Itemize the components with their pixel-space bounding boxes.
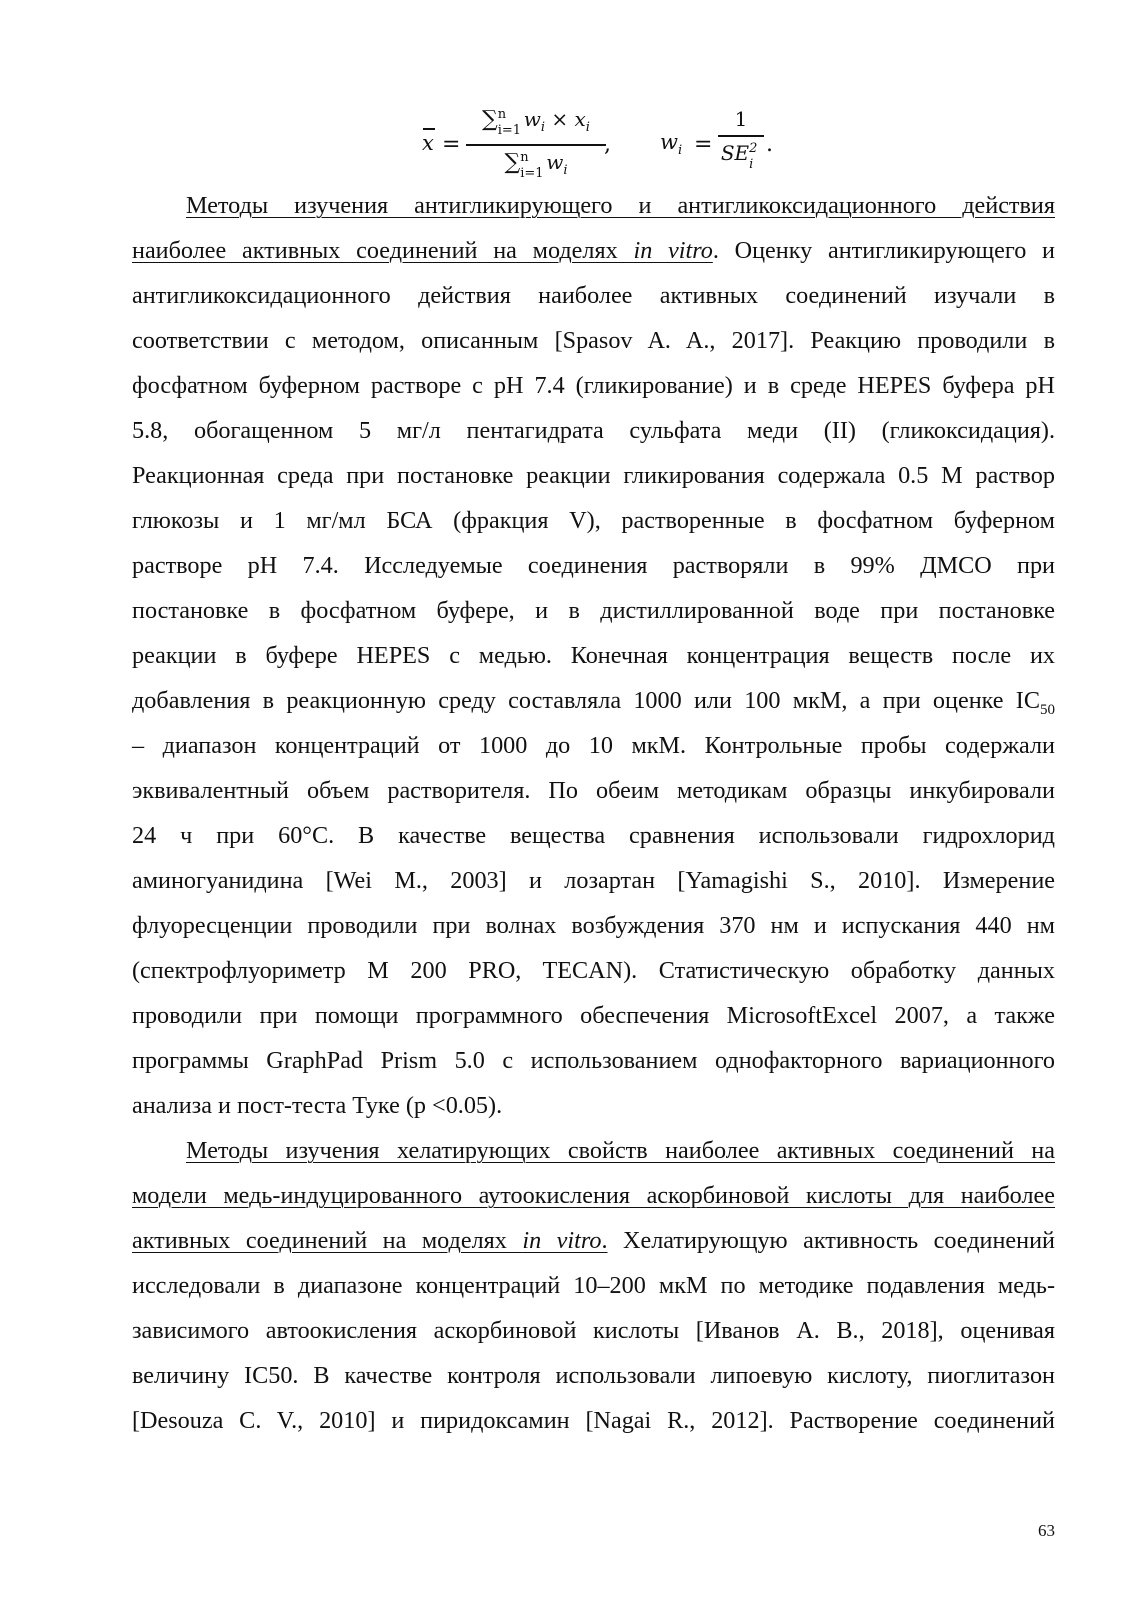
body-line: аминогуанидина [Wei M., 2003] и лозартан [Yamagishi S., 2010]. Измерение [132, 867, 1055, 894]
page-number: 63 [1038, 1521, 1055, 1540]
body-line: [Desouza C. V., 2010] и пиридоксамин [Nagai R., 2012]. Растворение соединений [132, 1407, 1055, 1434]
body-line: соответствии с методом, описанным [Spasov A. A., 2017]. Реакцию проводили в [132, 327, 1055, 354]
mean-numerator: ∑ n i=1 $w_i \times x_i$ [482, 107, 590, 138]
mean-fraction [466, 104, 606, 186]
body-line-last: анализа и пост-теста Туке (p <0.05). [132, 1092, 503, 1119]
body-line: фосфатном буферном растворе с pH 7.4 (гликирование) и в среде HEPES буфера pH [132, 372, 1055, 399]
body-line: глюкозы и 1 мг/мл БСА (фракция V), растворенные в фосфатном буферном [132, 507, 1055, 534]
mean-denominator: ∑ n i=1 $w_i$ [504, 149, 568, 181]
body-line: Реакционная среда при постановке реакции гликирования содержала 0.5 М раствор [132, 462, 1055, 489]
mean-symbol: x [422, 128, 435, 206]
weight-symbol: $w_i$ [660, 130, 683, 158]
body-line: 5.8, обогащенном 5 мг/л пентагидрата сульфата меди (II) (гликоксидация). [132, 417, 1055, 444]
section-heading-antiglycation-cont: наиболее активных соединений на моделях in vitro. Оценку антигликирующего и [132, 237, 1055, 264]
body-line: антигликоксидационного действия наиболее активных соединений изучали в [132, 282, 1055, 309]
weight-fraction [718, 104, 764, 172]
body-line: эквивалентный объем растворителя. По обеим методикам образцы инкубировали [132, 777, 1055, 804]
formula-period: . [766, 132, 773, 157]
body-line: (спектрофлуориметр M 200 PRO, TECAN). Статистическую обработку данных [132, 957, 1055, 984]
weight-denominator: SE 2 i [720, 140, 758, 172]
equals-sign: = [442, 132, 461, 157]
section-heading-chelating: Методы изучения хелатирующих свойств наиболее активных соединений на [186, 1137, 1055, 1164]
body-line: постановке в фосфатном буфере, и в дистиллированной воде при постановке [132, 597, 1055, 624]
section-heading-antiglycation: Методы изучения антигликирующего и антигликоксидационного действия [186, 192, 1055, 219]
formula-comma: , [604, 132, 611, 157]
body-line: проводили при помощи программного обеспечения MicrosoftExcel 2007, а также [132, 1002, 1055, 1029]
weight-equals-sign: = [694, 132, 713, 157]
body-line: флуоресценции проводили при волнах возбуждения 370 нм и испускания 440 нм [132, 912, 1055, 939]
body-line: реакции в буфере HEPES с медью. Конечная концентрация веществ после их [132, 642, 1055, 669]
body-line: зависимого автоокисления аскорбиновой кислоты [Иванов А. В., 2018], оценивая [132, 1317, 1055, 1344]
body-line: исследовали в диапазоне концентраций 10–200 мкМ по методике подавления медь- [132, 1272, 1055, 1299]
body-line: растворе pH 7.4. Исследуемые соединения растворяли в 99% ДМСО при [132, 552, 1055, 579]
body-line: – диапазон концентраций от 1000 до 10 мкМ. Контрольные пробы содержали [132, 732, 1055, 759]
body-line-ic50: добавления в реакционную среду составляла 1000 или 100 мкМ, а при оценке $IC_{50}$ [132, 687, 1055, 718]
body-line: величину IC50. В качестве контроля использовали липоевую кислоту, пиоглитазон [132, 1362, 1055, 1389]
body-line: 24 ч при 60°С. В качестве вещества сравнения использовали гидрохлорид [132, 822, 1055, 849]
weight-numerator: 1 [734, 107, 748, 131]
section-heading-chelating-end: активных соединений на моделях in vitro. Хелатирующую активность соединений [132, 1227, 1055, 1254]
weighted-mean-formula [0, 104, 1132, 182]
section-heading-chelating-cont: модели медь-индуцированного аутоокисления аскорбиновой кислоты для наиболее [132, 1182, 1055, 1209]
body-line: программы GraphPad Prism 5.0 с использованием однофакторного вариационного [132, 1047, 1055, 1074]
